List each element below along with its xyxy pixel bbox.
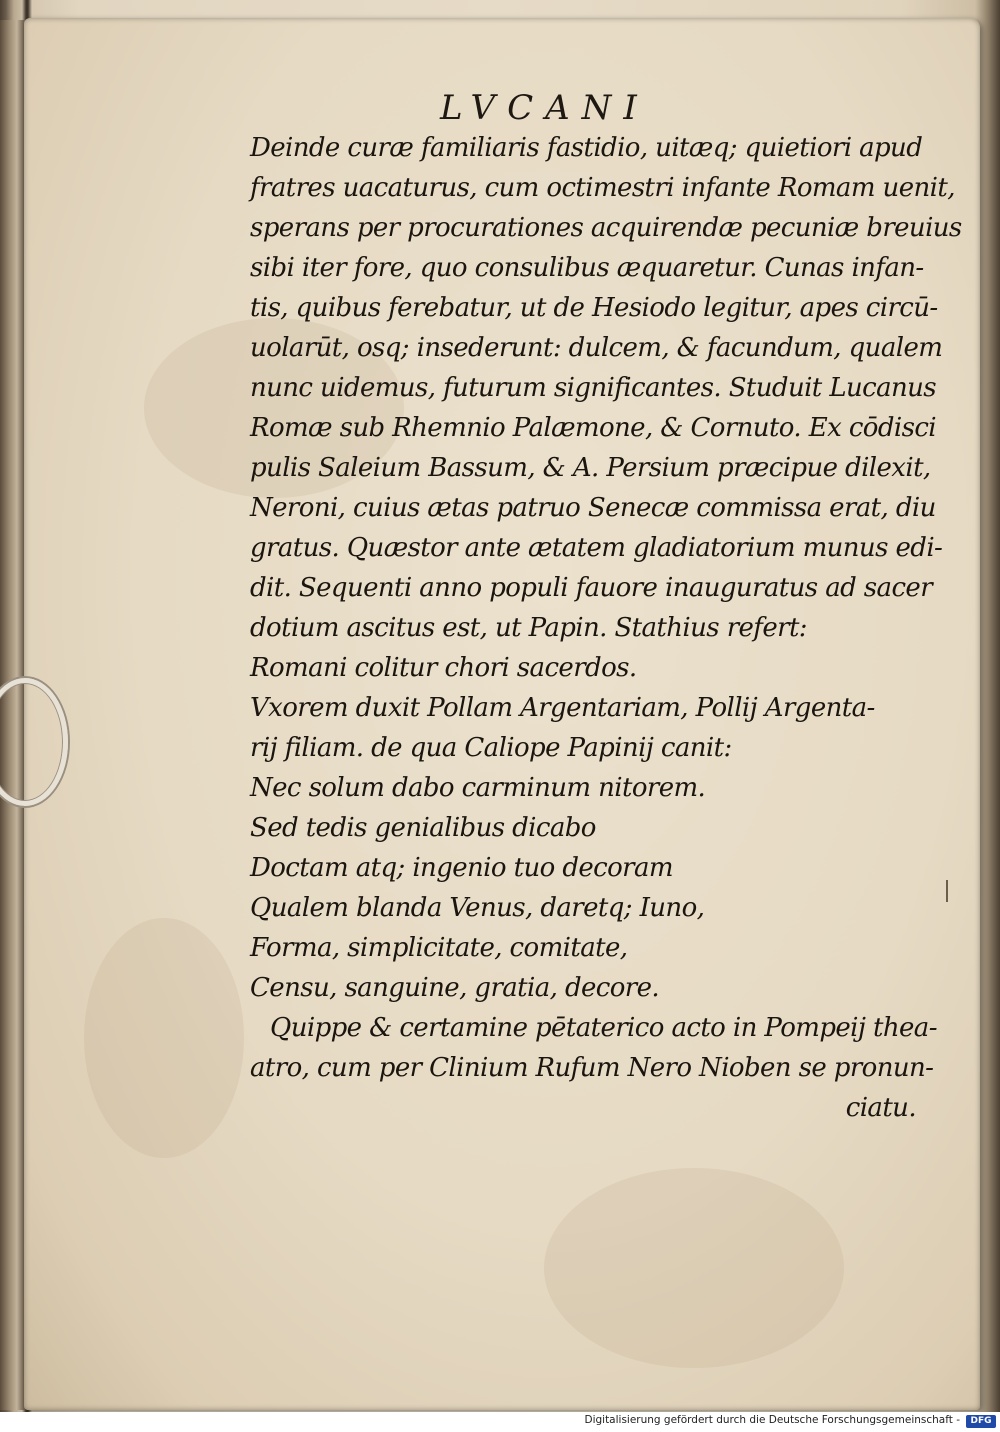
funding-credit: Digitalisierung gefördert durch die Deutsche Forschungsgemeinschaft - bbox=[584, 1414, 960, 1426]
text-line: Deinde curæ familiaris fastidio, uitæq; quietiori apud bbox=[250, 133, 923, 163]
verse-line: Nec solum dabo carminum nitorem. bbox=[250, 773, 706, 803]
text-line: dit. Sequenti anno populi fauore inauguratus ad sacer bbox=[250, 573, 933, 603]
catchword: ciatu. bbox=[845, 1093, 916, 1123]
text-line: sibi iter fore, quo consulibus æquaretur. Cunas infan- bbox=[250, 253, 924, 283]
text-line: uolarūt, osq; insederunt: dulcem, & facundum, qualem bbox=[250, 333, 943, 363]
text-line: Vxorem duxit Pollam Argentariam, Pollij Argenta- bbox=[250, 693, 875, 723]
verse-line: Forma, simplicitate, comitate, bbox=[250, 933, 628, 963]
verse-line: Sed tedis genialibus dicabo bbox=[250, 813, 596, 843]
text-line: Romæ sub Rhemnio Palæmone, & Cornuto. Ex cōdisci bbox=[250, 413, 937, 443]
verse-line: Censu, sanguine, gratia, decore. bbox=[250, 973, 660, 1003]
text-line: Neroni, cuius ætas patruo Senecæ commissa erat, diu bbox=[250, 493, 936, 523]
text-line: gratus. Quæstor ante ætatem gladiatorium munus edi- bbox=[250, 533, 943, 563]
main-text-block bbox=[250, 128, 962, 1128]
text-line: atro, cum per Clinium Rufum Nero Nioben se pronun- bbox=[250, 1053, 934, 1083]
verse-line: Romani colitur chori sacerdos. bbox=[250, 653, 637, 683]
dfg-logo-icon: DFG bbox=[966, 1415, 996, 1428]
text-line: nunc uidemus, futurum significantes. Studuit Lucanus bbox=[250, 373, 937, 403]
page-mark bbox=[946, 880, 948, 902]
text-line: rij filiam. de qua Caliope Papinij canit: bbox=[250, 733, 732, 763]
verse-line: Doctam atq; ingenio tuo decoram bbox=[250, 853, 673, 883]
text-line: pulis Saleium Bassum, & A. Persium præcipue dilexit, bbox=[250, 453, 931, 483]
verse-line: Qualem blanda Venus, daretq; Iuno, bbox=[250, 893, 705, 923]
text-line: Quippe & certamine pētaterico acto in Pompeij thea- bbox=[270, 1013, 937, 1043]
text-line: dotium ascitus est, ut Papin. Stathius refert: bbox=[250, 613, 807, 643]
footer-bar bbox=[0, 1412, 1000, 1432]
text-line: tis, quibus ferebatur, ut de Hesiodo legitur, apes circū- bbox=[250, 293, 938, 323]
text-line: sperans per procurationes acquirendæ pecuniæ breuius bbox=[250, 213, 962, 243]
text-line: fratres uacaturus, cum octimestri infante Romam uenit, bbox=[250, 173, 955, 203]
running-header: LVCANI bbox=[440, 88, 649, 128]
